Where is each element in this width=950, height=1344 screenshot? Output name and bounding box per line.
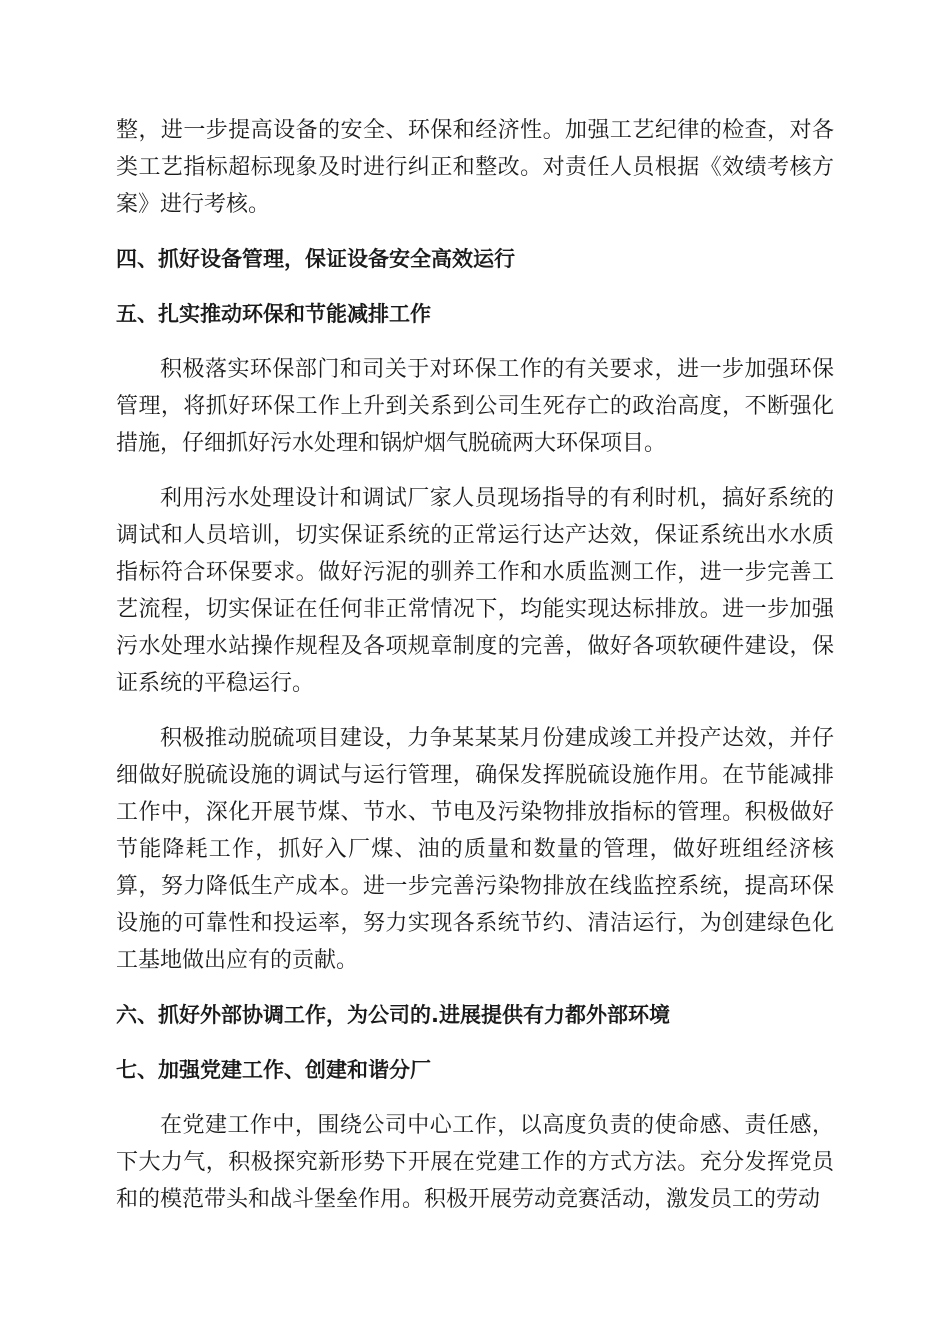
section-heading-4: 四、抓好设备管理，保证设备安全高效运行 bbox=[116, 247, 515, 271]
paragraph-environmental-requirements: 积极落实环保部门和司关于对环保工作的有关要求，进一步加强环保管理，将抓好环保工作上升到关系到公司生死存亡的政治高度，不断强化措施，仔细抓好污水处理和锅炉烟气脱硫两大环保项目。 bbox=[116, 357, 834, 456]
paragraph-party-building: 在党建工作中，围绕公司中心工作，以高度负责的使命感、责任感，下大力气，积极探究新形势下开展在党建工作的方式方法。充分发挥党员和的模范带头和战斗堡垒作用。积极开展劳动竞赛活动，激发员工的劳动 bbox=[116, 1113, 834, 1212]
section-heading-5: 五、扎实推动环保和节能减排工作 bbox=[116, 302, 431, 326]
paragraph-continuation: 整，进一步提高设备的安全、环保和经济性。加强工艺纪律的检查，对各类工艺指标超标现象及时进行纠正和整改。对责任人员根据《效绩考核方案》进行考核。 bbox=[116, 118, 834, 217]
section-heading-7: 七、加强党建工作、创建和谐分厂 bbox=[116, 1058, 431, 1082]
section-heading-6: 六、抓好外部协调工作，为公司的.进展提供有力都外部环境 bbox=[116, 1003, 670, 1027]
paragraph-wastewater-treatment: 利用污水处理设计和调试厂家人员现场指导的有利时机，搞好系统的调试和人员培训，切实保证系统的正常运行达产达效，保证系统出水水质指标符合环保要求。做好污泥的驯养工作和水质监测工作，进一步完善工艺流程，切实保证在任何非正常情况下，均能实现达标排放。进一步加强污水处理水站操作规程及各项规章制度的完善，做好各项软硬件建设，保证系统的平稳运行。 bbox=[116, 486, 834, 696]
paragraph-desulfurization-project: 积极推动脱硫项目建设，力争某某某月份建成竣工并投产达效，并仔细做好脱硫设施的调试与运行管理，确保发挥脱硫设施作用。在节能减排工作中，深化开展节煤、节水、节电及污染物排放指标的管理。积极做好节能降耗工作，抓好入厂煤、油的质量和数量的管理，做好班组经济核算，努力降低生产成本。进一步完善污染物排放在线监控系统，提高环保设施的可靠性和投运率，努力实现各系统节约、清洁运行，为创建绿色化工基地做出应有的贡献。 bbox=[116, 726, 834, 973]
document-page bbox=[116, 112, 834, 1236]
